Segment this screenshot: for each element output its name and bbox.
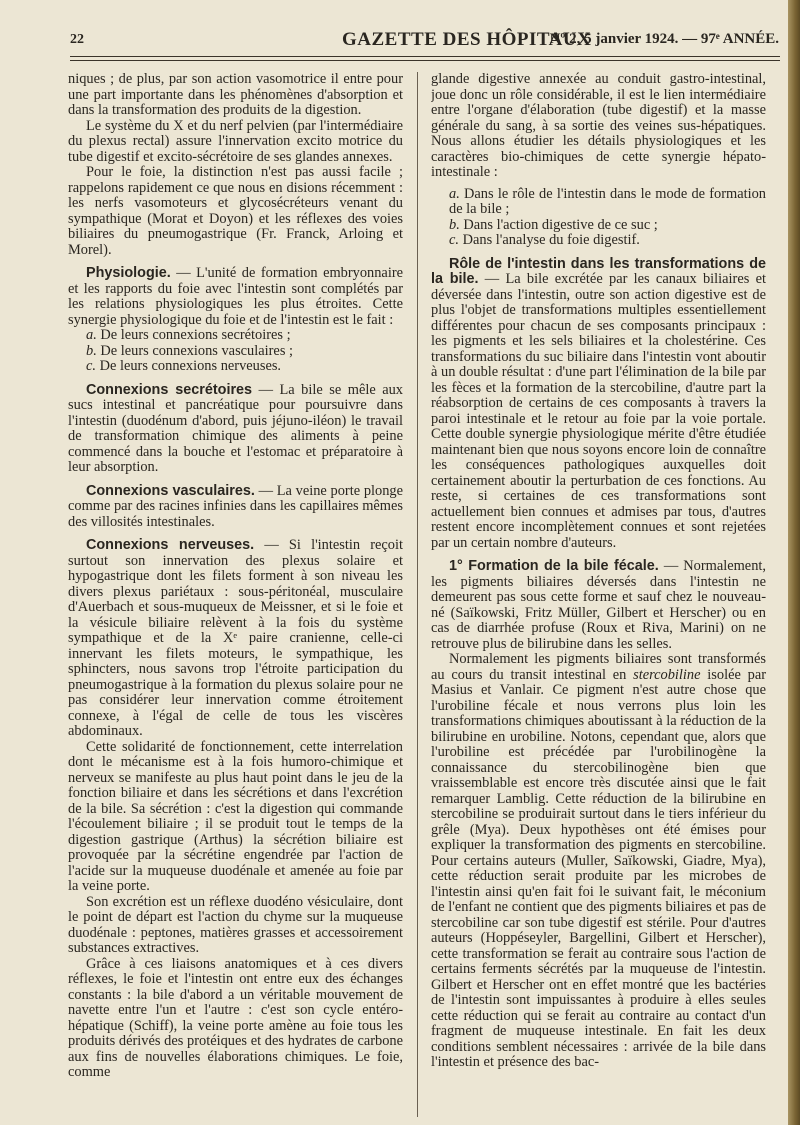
section-physiologie — [68, 266, 403, 328]
paragraph: Pour le foie, la distinction n'est pas aussi facile ; rappelons rapidement ce que nous en disions récemment : les nerfs vasomoteurs et glycosécréteurs venant du sympathique (Morat et Doyon) et les réflexes des voies biliaires du pneumogastrique (Fr. Franck, Arloing et Morel). — [68, 164, 403, 258]
section-heading: Rôle de l'intestin dans les transformations de la bile. — [431, 255, 766, 287]
list-letter: a. — [86, 327, 97, 343]
section-text: — L'unité de formation embryonnaire et les rapports du foie avec l'intestin sont complétés par les relations physiologiques les plus étroites. Cette synergie physiologique du foie et de l'intestin est le fait : — [68, 265, 403, 328]
page-number: 22 — [70, 32, 84, 47]
list-text: De leurs connexions vasculaires ; — [96, 342, 294, 359]
section-text: — La veine porte plonge comme par des racines infinies dans les capillaires mêmes des villosités intestinales. — [68, 482, 403, 530]
section-heading: Connexions nerveuses. — [86, 537, 255, 553]
list-item — [68, 328, 403, 344]
paragraph — [431, 652, 766, 1071]
header-rule-top — [70, 56, 780, 57]
list-item — [68, 344, 403, 360]
list-letter: b. — [449, 216, 460, 233]
section-text: — La bile excrétée par les canaux biliaires et déversée dans l'intestin, outre son action digestive est de plus l'objet de transformations multiples essentiellement différentes pour chacun de ses composants principaux : les pigments et les sels biliaires et la cholestérine. Ces transformations du suc biliaire dans l'intestin vont aboutir à un double résultat : d'une part l'élimination de la bile par les fèces et la formation de la stercobiline, d'autre part la réabsorption de certains de ces composants à travers la paroi intestinale et le retour au foie par la voie portale. Cette double synergie physiologique mérite d'être étudiée maintenant bien que nous soyons encore loin de connaître les conséquences pathologiques auxquelles doit certainement aboutir la perturbation de ces fonctions. Au reste, si certaines de ces transformations sont actuellement bien connues et admises par tous, d'autres restent encore incomplètement connues et sont rejetées par un certain nombre d'auteurs. — [431, 271, 766, 551]
paragraph: glande digestive annexée au conduit gastro-intestinal, joue donc un rôle considérable, il est le lien intermédiaire entre l'organe d'élaboration (tube digestif) et la masse générale du sang, à sa sortie des veines sus-hépatiques. Nous allons étudier les détails physiologiques et les caractères bio-chimiques de cette synergie hépato-intestinale : — [431, 72, 766, 180]
list-text: Dans l'analyse du foie digestif. — [459, 232, 640, 248]
header-rule-bottom — [70, 60, 780, 61]
section-formation-bile — [431, 559, 766, 652]
left-column — [68, 72, 403, 1122]
section-heading: 1° Formation de la bile fécale. — [449, 558, 659, 574]
section-text: — Si l'intestin reçoit surtout son innervation des plexus solaire et hypogastrique dont les filets forment à son niveau les divers plexus pariétaux : sous-péritonéal, musculaire d'Auerbach et sous-muqueux de Meissner, et si le foie et la vésicule biliaire relèvent à la fois du système sympathique et de la Xᵉ paire cranienne, celle-ci innervant les filets moteurs, le sympathique, les sphincters, nous savons trop l'étroite participation du pneumogastrique à la formation du plexus solaire pour ne pas considérer leur innervation comme étroitement connexe, à l'égal de celle de tous les viscères abdominaux. — [68, 537, 403, 739]
section-text: — La bile se mêle aux sucs intestinal et pancréatique pour poursuivre dans l'intestin (duodénum d'abord, puis jéjuno-iléon) le travail de transformation chimique des aliments à peine commencé dans la bouche et l'estomac et préparatoire à leur absorption. — [68, 381, 403, 475]
section-heading: Physiologie. — [86, 265, 171, 281]
list-text: De leurs connexions secrétoires ; — [96, 327, 291, 343]
right-column — [431, 72, 766, 1122]
italic-term: stercobiline — [633, 666, 701, 683]
paragraph: Le système du X et du nerf pelvien (par l'intermédiaire du plexus rectal) assure l'innervation excito motrice du tube digestif et excito-sécrétoire de ses glandes annexes. — [68, 117, 403, 165]
list-text: Dans le rôle de l'intestin dans le mode de formation de la bile ; — [449, 185, 766, 217]
paragraph-text: Normalement les pigments biliaires sont transformés au cours du transit intestinal en — [431, 651, 766, 683]
paragraph: niques ; de plus, par son action vasomotrice il entre pour une part importante dans les phénomènes d'absorption et dans la transformation des produits de la digestion. — [68, 72, 403, 118]
list-letter: b. — [86, 342, 97, 359]
section-vasculaires — [68, 484, 403, 531]
column-divider — [417, 72, 418, 1117]
page-header — [70, 28, 785, 54]
list-text: De leurs connexions nerveuses. — [96, 358, 282, 374]
journal-title: GAZETTE DES HÔPITAUX — [342, 29, 592, 50]
list-letter: a. — [449, 185, 460, 202]
paragraph: Son excrétion est un réflexe duodéno vésiculaire, dont le point de départ est l'action du chyme sur la muqueuse duodénale : peptones, matières grasses et accessoirement substances extractives. — [68, 893, 403, 956]
list-letter: c. — [86, 358, 96, 374]
paragraph: Grâce à ces liaisons anatomiques et à ces divers réflexes, le foie et l'intestin ont entre eux des échanges constants : la bile d'abord a un véritable mouvement de navette entre l'un et l'autre : c'est son cycle entéro-hépatique (Schiff), la veine porte amène au foie tous les produits dérivés des protéiques et des hydrates de carbone aux fins de nouvelles élaborations chimiques. Le foie, comme — [68, 955, 403, 1080]
list-text: Dans l'action digestive de ce suc ; — [459, 216, 658, 233]
paragraph: Cette solidarité de fonctionnement, cette interrelation dont le mécanisme est à la fois humoro-chimique et nerveux se manifeste au plus haut point dans le jeu de la fonction biliaire et dans les sécrétions et dans l'excrétion de la bile. Sa sécrétion : c'est la digestion qui commande l'écoulement biliaire ; il se produit tout le temps de la digestion gastrique (Arthus) la sécrétion biliaire est provoquée par la sécrétine engendrée par l'action de l'acide sur la muqueuse duodénale et amenée au foie par la veine porte. — [68, 738, 403, 894]
list-item — [431, 218, 766, 234]
section-heading: Connexions secrétoires — [86, 381, 253, 398]
list-item — [431, 187, 766, 218]
paragraph-text: isolée par Masius et Vanlair. Ce pigment n'est autre chose que l'urobiline fécale et nous verrons plus loin les transformations chimiques aboutissant à la réduction de la bilirubine en urobiline. Notons, cependant que, alors que l'urobiline est précédée par l'urobilinogène la connaissance du stercobilinogène bien que vraissemblable est encore très discutée ainsi que le fait remarquer Lamblig. Cette réduction de la bilirubine en stercobiline se produirait surtout dans le tiers inférieur du grêle (Mya). Deux hypothèses ont été émises pour expliquer la transformation des pigments en stercobiline. Pour certains auteurs (Muller, Saïkowski, Giadre, Mya), cette réduction serait produite par les microbes de l'intestin ainsi qu'en fait foi le suivant fait, le méconium de l'enfant ne contient que des pigments biliaires et pas de stercobiline car son tube digestif est stérile. Pour d'autres auteurs (Hoppéseyler, Bargellini, Gilbert et Herscher), cette transformation se ferait au contraire sous l'action de certains ferments sécrétés par la muqueuse de l'intestin. Gilbert et Herscher ont en effet montré que les bactéries de l'intestin sont impuissantes à produire à elles seules cette réduction qui se ferait au contraire au contact d'un fragment de muqueuse intestinale. En fait les deux conditions semblent nécessaires : arrivée de la bile dans l'intestin et présence des bac- — [431, 666, 766, 1070]
section-secretoires — [68, 383, 403, 476]
section-text: — Normalement, les pigments biliaires déversés dans l'intestin ne demeurent pas sous cette forme et sauf chez le nouveau-né (Saïkowski, Fritz Müller, Gilbert et Herscher) ou en cas de diarrhée profuse (Roux et Riva, Marini) on ne retrouve plus de bilirubine dans les selles. — [431, 558, 766, 652]
list-item — [68, 359, 403, 375]
section-role-intestin — [431, 257, 766, 552]
page-edge — [788, 0, 800, 1125]
section-heading: Connexions vasculaires. — [86, 482, 255, 499]
list-letter: c. — [449, 232, 459, 248]
issue-info: Nº 2, 5 janvier 1924. — 97ᵉ ANNÉE. — [549, 31, 779, 47]
section-nerveuses — [68, 538, 403, 740]
list-item — [431, 233, 766, 249]
